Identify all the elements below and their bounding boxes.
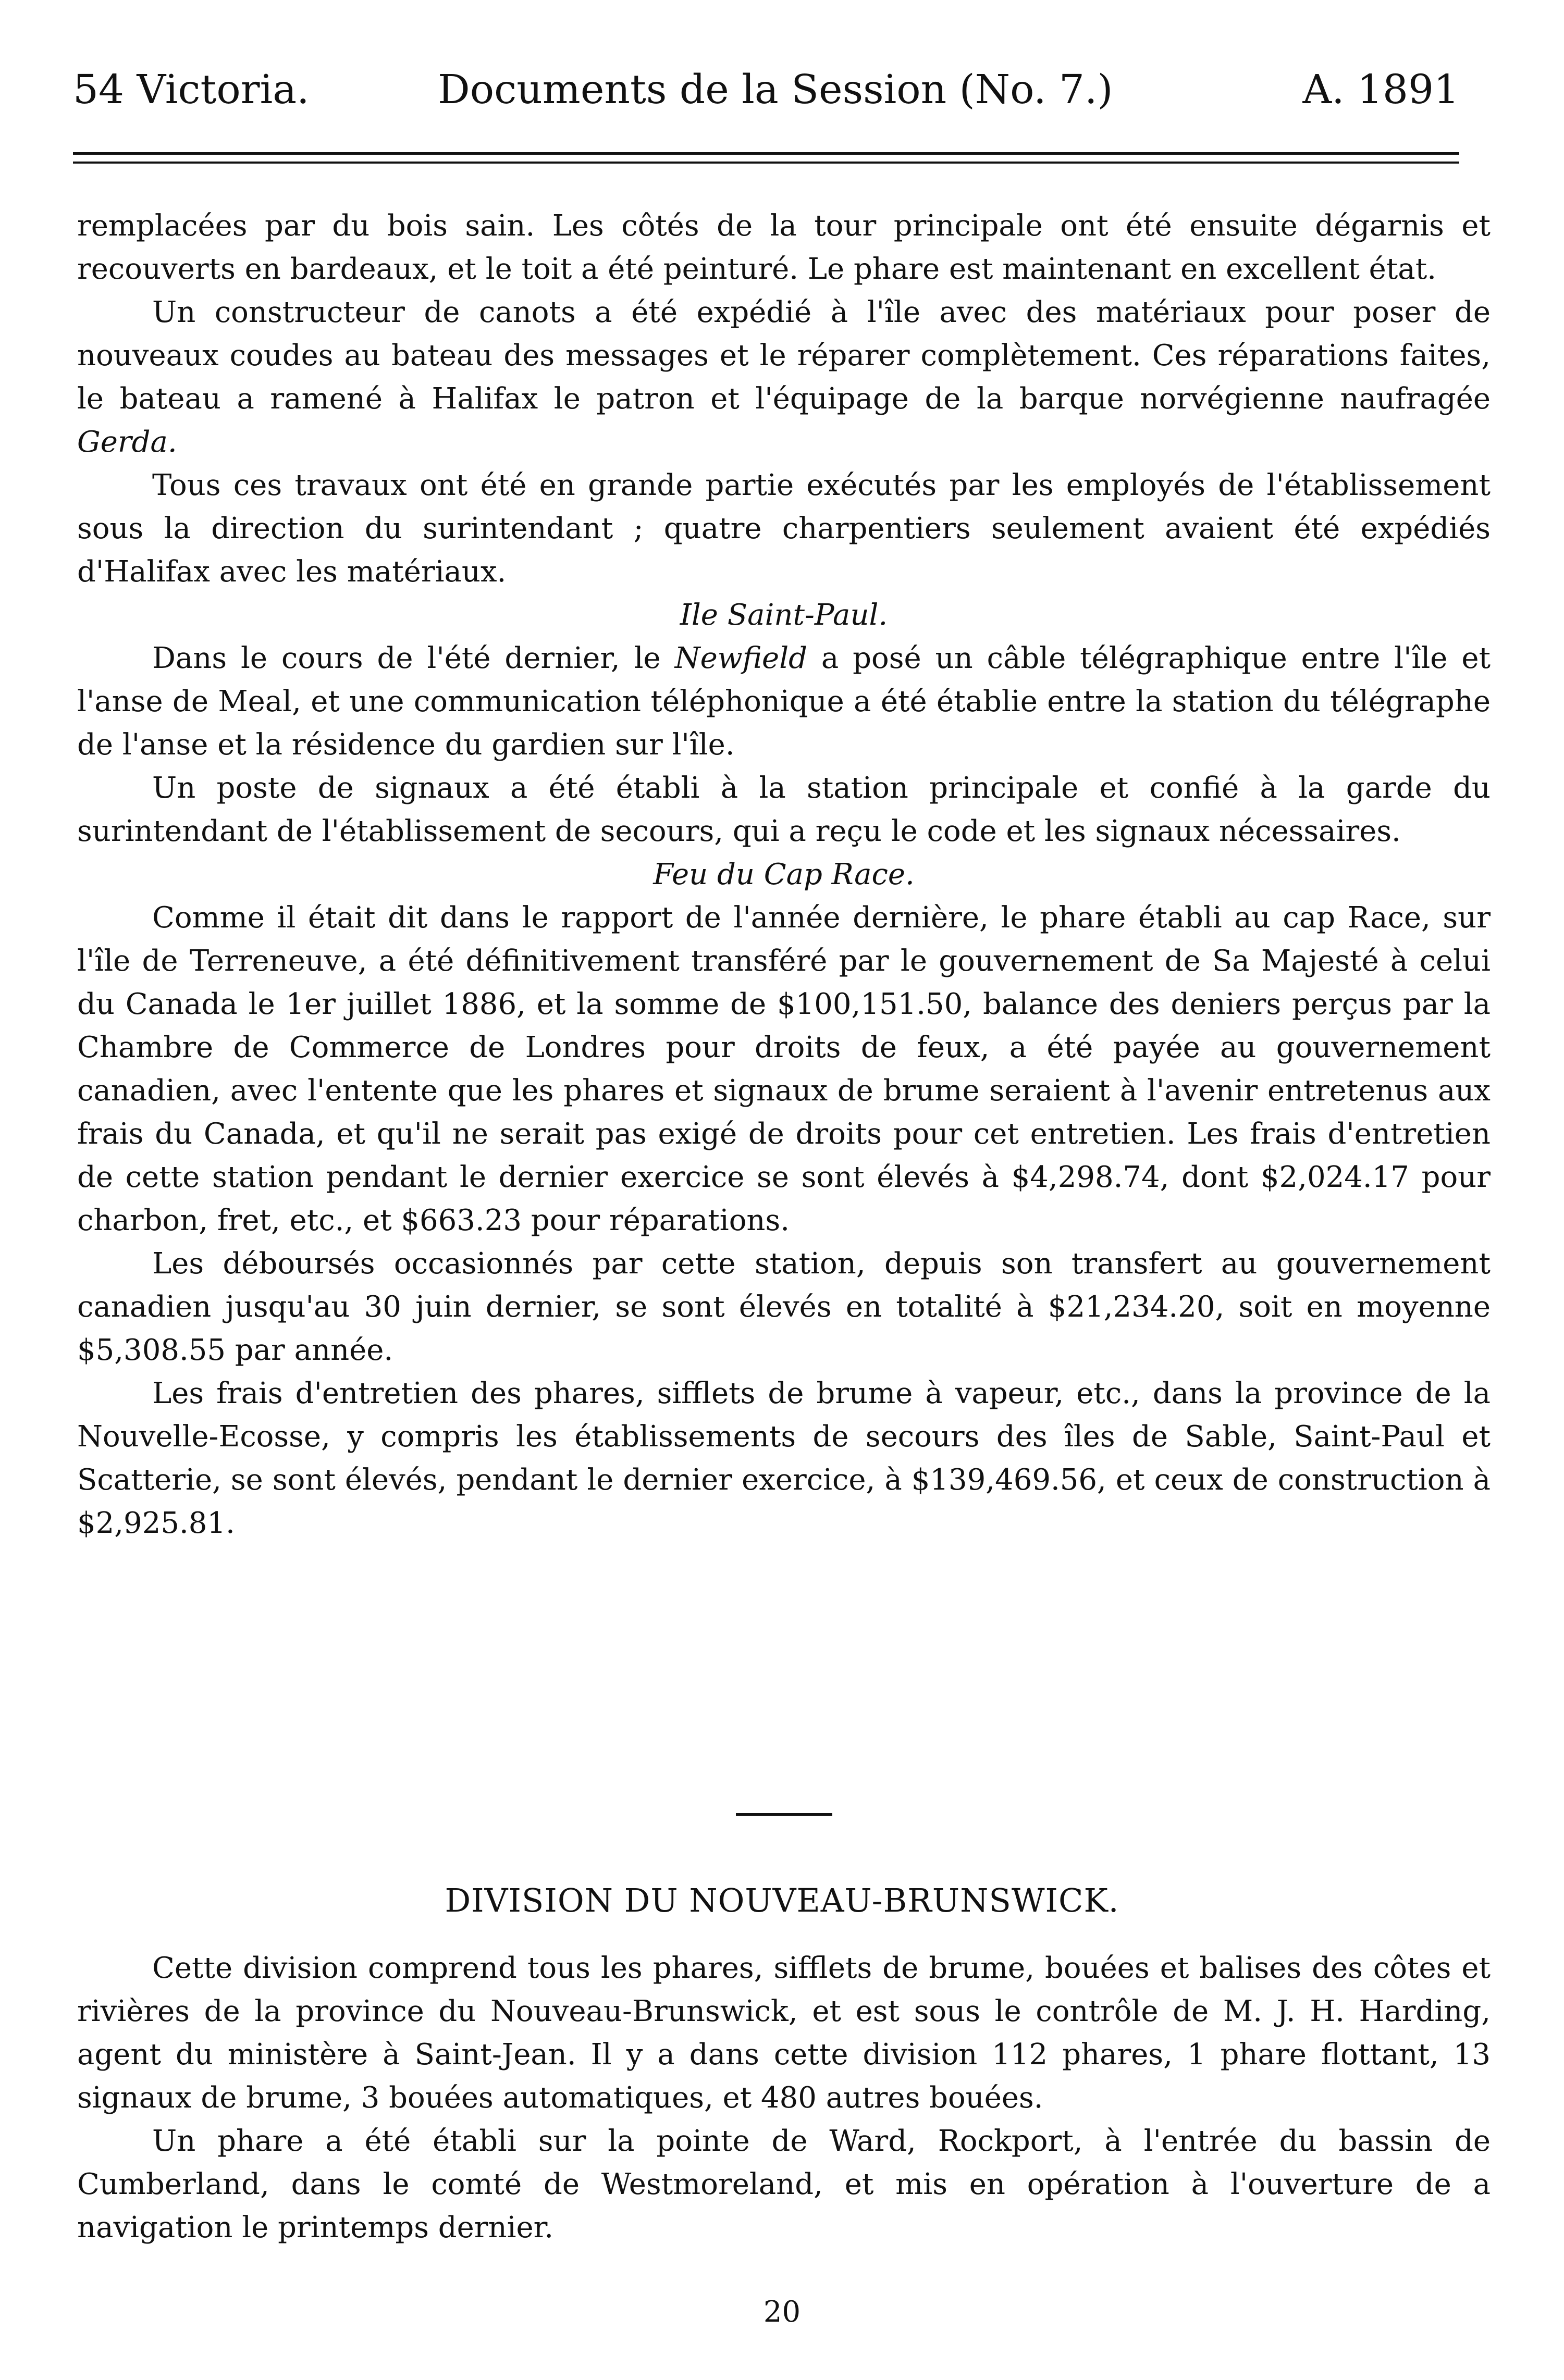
paragraph-text: Un constructeur de canots a été expédié à l'île avec des matériaux pour poser de nouveaux coudes au bateau des messages et le réparer complètement. Ces réparations faites, le bateau a ramené à Halifax le patron et l'équipage de la barque norvégienne naufragée [77,295,1491,416]
header-title: Documents de la Session (No. 7.) [438,67,1113,113]
paragraph: Les frais d'entretien des phares, sifflets de brume à vapeur, etc., dans la province de la Nouvelle-Ecosse, y compris les établissements de secours des îles de Sable, Saint-Paul et Scatterie, se sont élevés, pendant le dernier exercice, à $139,469.56, et ceux de construction à $2,925.81. [77,1377,1491,1540]
section-heading: Ile Saint-Paul. [680,598,888,632]
paragraph: Un phare a été établi sur la pointe de Ward, Rockport, à l'entrée du bassin de Cumberland, dans le comté de Westmoreland, et mis en opération à l'ouverture de a navigation le printemps dernier. [77,2124,1491,2245]
body-text [77,204,1491,1545]
header-year: A. 1891 [1302,67,1459,113]
ship-name: Newfield [674,641,807,675]
section-separator [736,1813,832,1816]
paragraph [77,637,1491,766]
division-body-text [77,1947,1491,2249]
division-heading: DIVISION DU NOUVEAU-BRUNSWICK. [445,1881,1119,1919]
paragraph: Cette division comprend tous les phares, sifflets de brume, bouées et balises des côtes et rivières de la province du Nouveau-Brunswick, et est sous le contrôle de M. J. H. Harding, agent du ministère à Saint-Jean. Il y a dans cette division 112 phares, 1 phare flottant, 13 signaux de brume, 3 bouées automatiques, et 480 autres bouées. [77,1951,1491,2115]
header-volume: 54 Victoria. [73,67,310,113]
paragraph-text: a posé un câble télégraphique entre l'île et l'anse de Meal, et une communication téléphonique a été établie entre la station du télégraphe de l'anse et la résidence du gardien sur l'île. [77,641,1491,762]
paragraph [77,291,1491,464]
paragraph: Comme il était dit dans le rapport de l'année dernière, le phare établi au cap Race, sur l'île de Terreneuve, a été définitivement transféré par le gouvernement de Sa Majesté à celui du Canada le 1er juillet 1886, et la somme de $100,151.50, balance des deniers perçus par la Chambre de Commerce de Londres pour droits de feux, a été payée au gouvernement canadien, avec l'entente que les phares et signaux de brume seraient à l'avenir entretenus aux frais du Canada, et qu'il ne serait pas exigé de droits pour cet entretien. Les frais d'entretien de cette station pendant le dernier exercice se sont élevés à $4,298.74, dont $2,024.17 pour charbon, fret, etc., et $663.23 pour réparations. [77,901,1491,1237]
ship-name: Gerda. [77,425,177,459]
header-rule-top [73,152,1459,155]
paragraph-text: Dans le cours de l'été dernier, le [152,641,661,675]
page-number: 20 [763,2295,801,2329]
paragraph: Un poste de signaux a été établi à la station principale et confié à la garde du surintendant de l'établissement de secours, qui a reçu le code et les signaux nécessaires. [77,771,1491,848]
paragraph: remplacées par du bois sain. Les côtés de la tour principale ont été ensuite dégarnis et recouverts en bardeaux, et le toit a été peinturé. Le phare est maintenant en excellent état. [77,209,1491,286]
section-heading: Feu du Cap Race. [653,858,915,891]
paragraph: Tous ces travaux ont été en grande partie exécutés par les employés de l'établissement sous la direction du surintendant ; quatre charpentiers seulement avaient été expédiés d'Halifax avec les matériaux. [77,468,1491,589]
paragraph: Les déboursés occasionnés par cette station, depuis son transfert au gouvernement canadien jusqu'au 30 juin dernier, se sont élevés en totalité à $21,234.20, soit en moyenne $5,308.55 par année. [77,1247,1491,1367]
running-header [73,61,1459,119]
header-rule-bottom [73,162,1459,164]
